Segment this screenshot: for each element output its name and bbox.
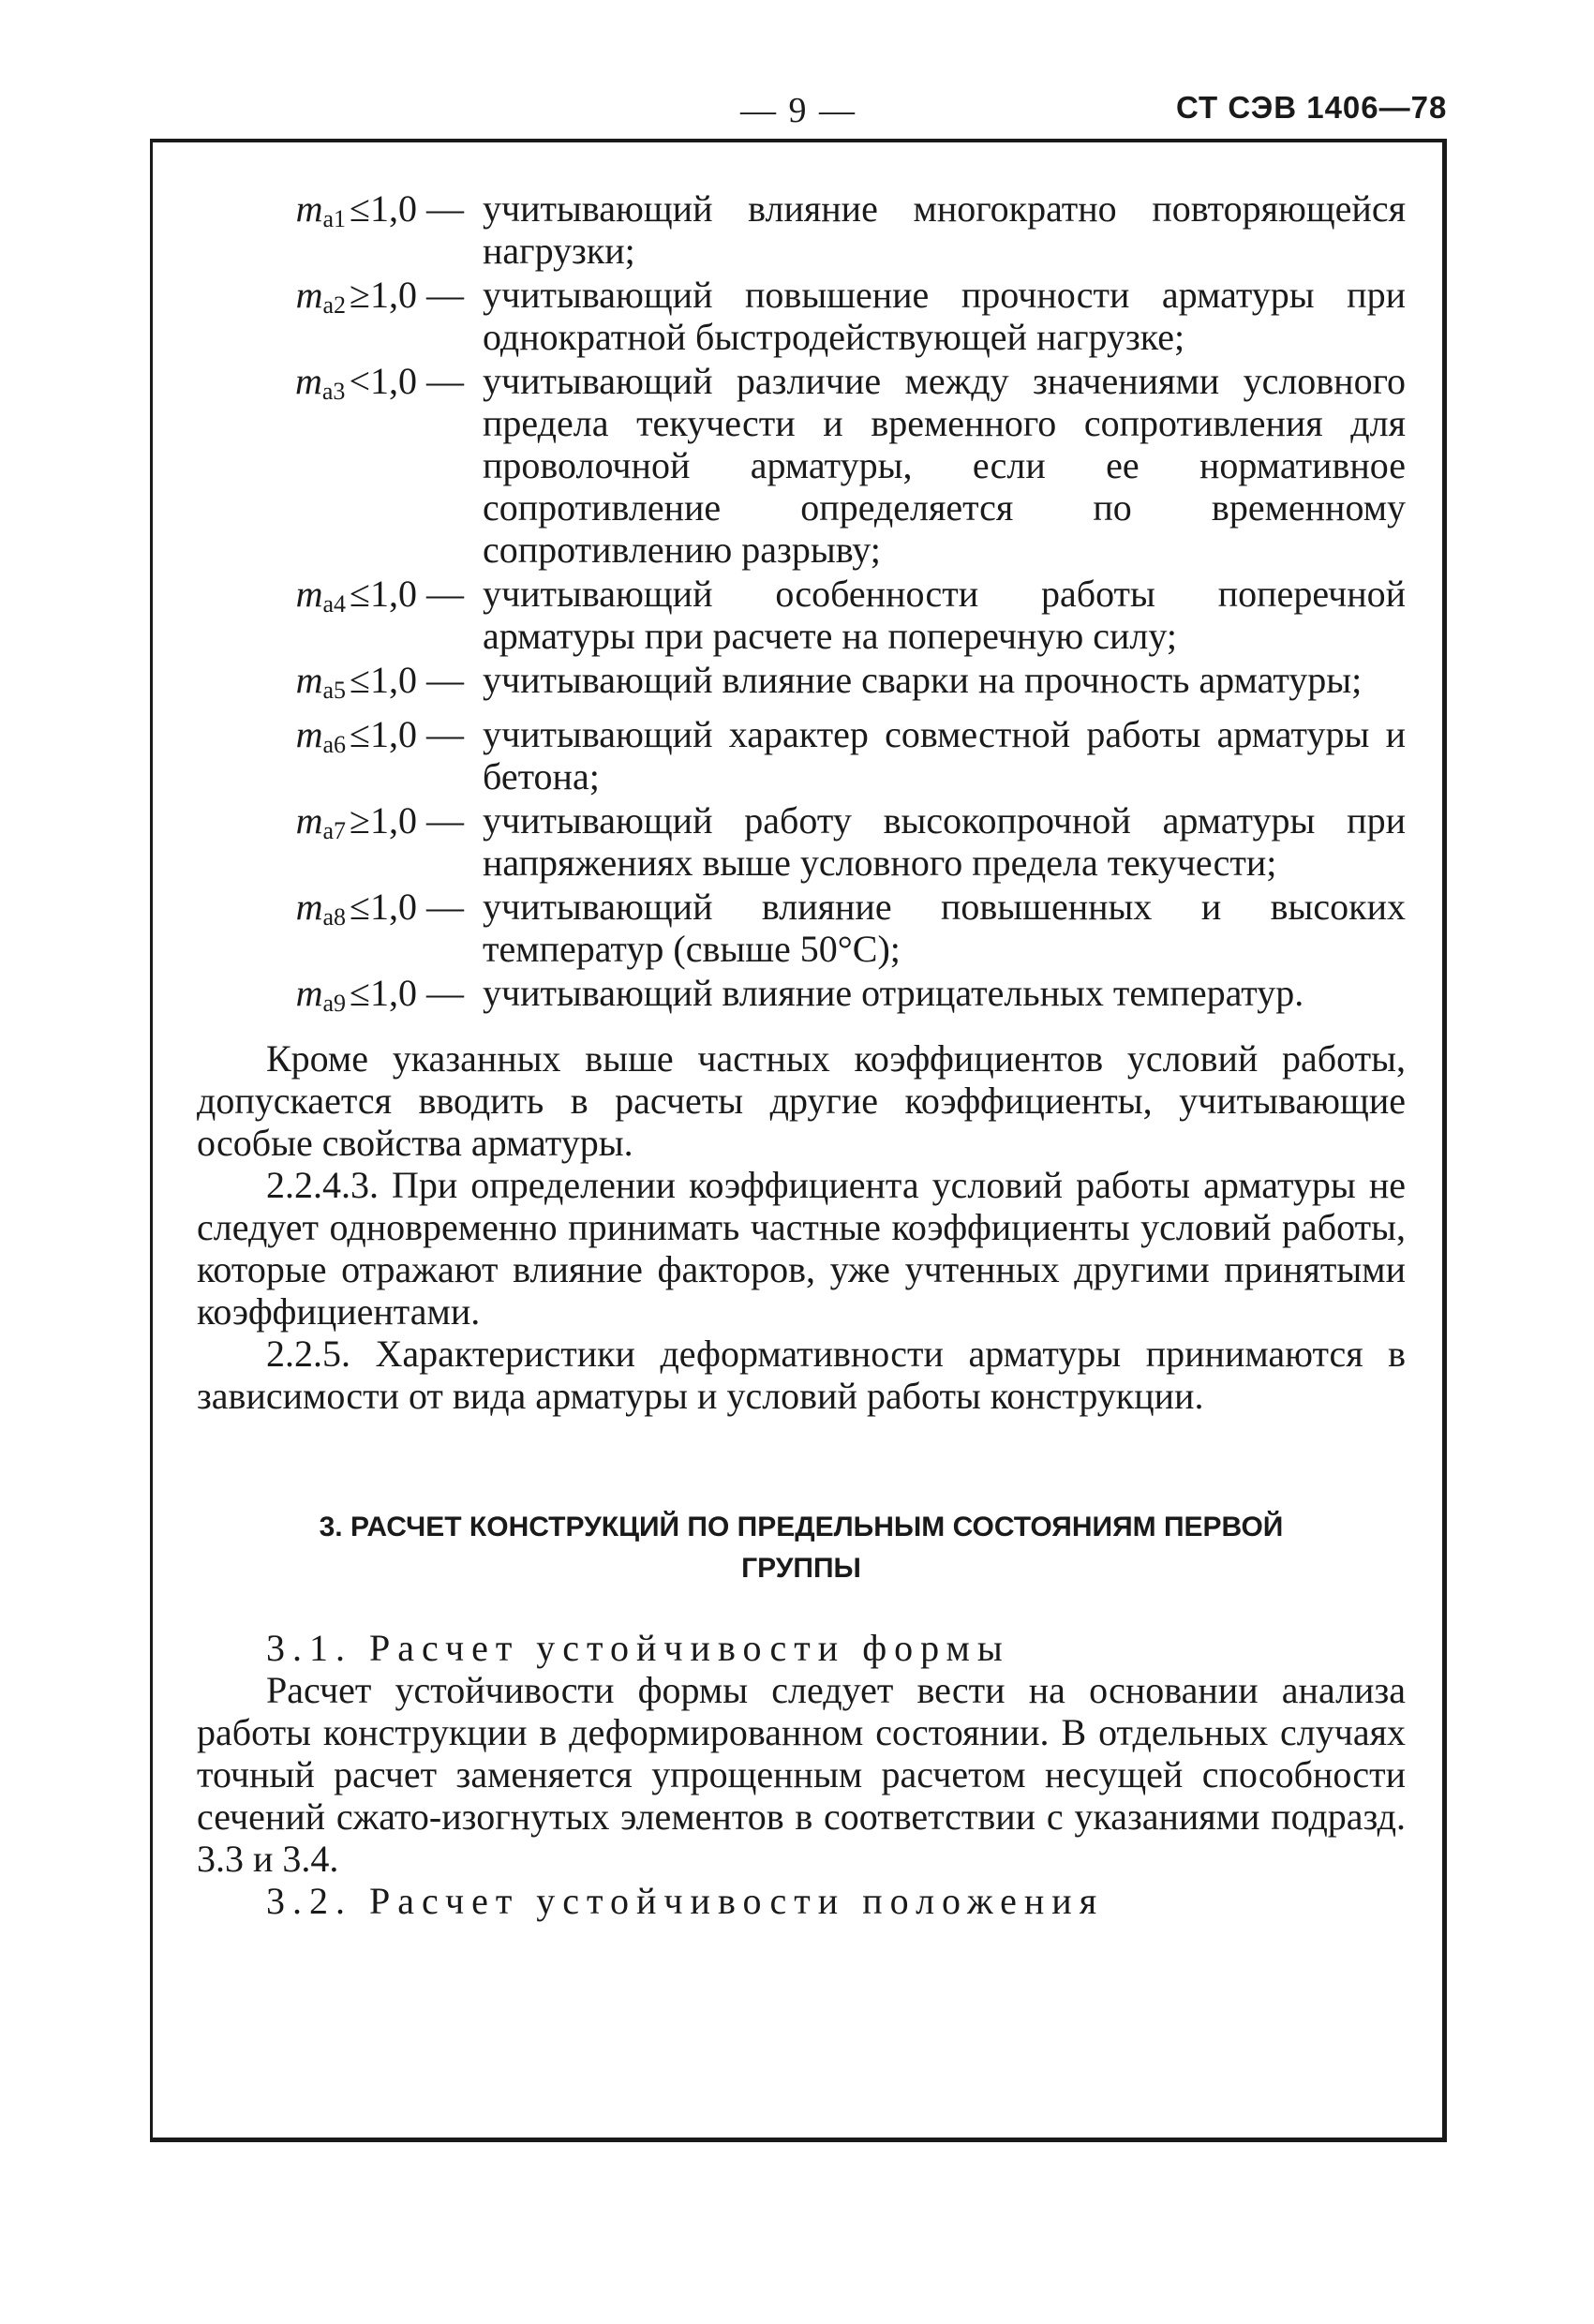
coefficient-list: [197, 187, 1406, 1024]
coefficient-description: учитывающий особенности работы поперечной арматуры при расчете на поперечную силу;: [483, 573, 1406, 657]
coefficient-symbol: $m_{a5} \le 1,0$ —: [295, 659, 464, 704]
coefficient-item: [197, 573, 1406, 657]
coefficient-description: учитывающий влияние повышенных и высоких температур (свыше 50°С);: [483, 886, 1406, 970]
paragraph-2-2-5: 2.2.5. Характеристики деформативности арматуры принимаются в зависимости от вида арматуры и условий работы конструкции.: [197, 1333, 1406, 1417]
coefficient-item: [197, 360, 1406, 571]
coefficient-item: [197, 659, 1406, 711]
coefficient-symbol: $m_{a6} \le 1,0$ —: [295, 713, 464, 758]
coefficient-description: учитывающий влияние многократно повторяющейся нагрузки;: [483, 187, 1406, 272]
coefficient-item: [197, 713, 1406, 797]
coefficient-item: [197, 187, 1406, 272]
coefficient-description: учитывающий характер совместной работы арматуры и бетона;: [483, 713, 1406, 797]
subsection-title-3-2: 3.2. Расчет устойчивости положения: [266, 1880, 1105, 1922]
section-heading: 3. РАСЧЕТ КОНСТРУКЦИЙ ПО ПРЕДЕЛЬНЫМ СОСТОЯНИЯМ ПЕРВОЙ ГРУППЫ: [319, 1512, 1284, 1584]
paragraph-2-2-4-3: 2.2.4.3. При определении коэффициента условий работы арматуры не следует одновременно принимать частные коэффициенты условий работы, которые отражают влияние факторов, уже учтенных другими принятыми коэффициентами.: [197, 1164, 1406, 1333]
coefficient-symbol: $m_{a4} \le 1,0$ —: [295, 573, 464, 618]
coefficient-symbol: $m_{a7} \ge 1,0$ —: [295, 799, 464, 844]
coefficient-symbol: $m_{a3} <1,0$ —: [295, 360, 464, 405]
coefficient-item: [197, 274, 1406, 358]
coefficient-description: учитывающий влияние сварки на прочность арматуры;: [483, 659, 1363, 701]
coefficient-symbol: $m_{a2} \ge 1,0$ —: [295, 274, 464, 319]
coefficient-symbol: $m_{a1} \le 1,0$ —: [295, 187, 464, 232]
page-number: — 9 —: [740, 91, 857, 130]
coefficient-item: [197, 886, 1406, 970]
coefficient-symbol: $m_{a9} \le 1,0$ —: [295, 972, 464, 1017]
document-code: СТ СЭВ 1406—78: [1176, 90, 1448, 125]
paragraph-other-coefficients: Кроме указанных выше частных коэффициентов условий работы, допускается вводить в расчеты другие коэффициенты, учитывающие особые свойства арматуры.: [197, 1037, 1406, 1164]
coefficient-item: [197, 972, 1406, 1024]
coefficient-item: [197, 799, 1406, 884]
subsection-title-3-1: 3.1. Расчет устойчивости формы: [266, 1627, 1010, 1669]
coefficient-description: учитывающий различие между значениями условного предела текучести и временного сопротивления для проволочной арматуры, если ее нормативное сопротивление определяется по временному сопротивлению разрыву;: [483, 360, 1406, 571]
coefficient-description: учитывающий повышение прочности арматуры при однократной быстродействующей нагрузке;: [483, 274, 1406, 358]
page-content: [197, 187, 1406, 1922]
coefficient-description: учитывающий работу высокопрочной арматуры при напряжениях выше условного предела текучести;: [483, 799, 1406, 884]
coefficient-description: учитывающий влияние отрицательных температур.: [483, 972, 1304, 1014]
coefficient-symbol: $m_{a8} \le 1,0$ —: [295, 886, 464, 931]
paragraph-3-1: Расчет устойчивости формы следует вести на основании анализа работы конструкции в деформированном состоянии. В отдельных случаях точный расчет заменяется упрощенным расчетом несущей способности сечений сжато-изогнутых элементов в соответствии с указаниями подразд. 3.3 и 3.4.: [197, 1669, 1406, 1880]
